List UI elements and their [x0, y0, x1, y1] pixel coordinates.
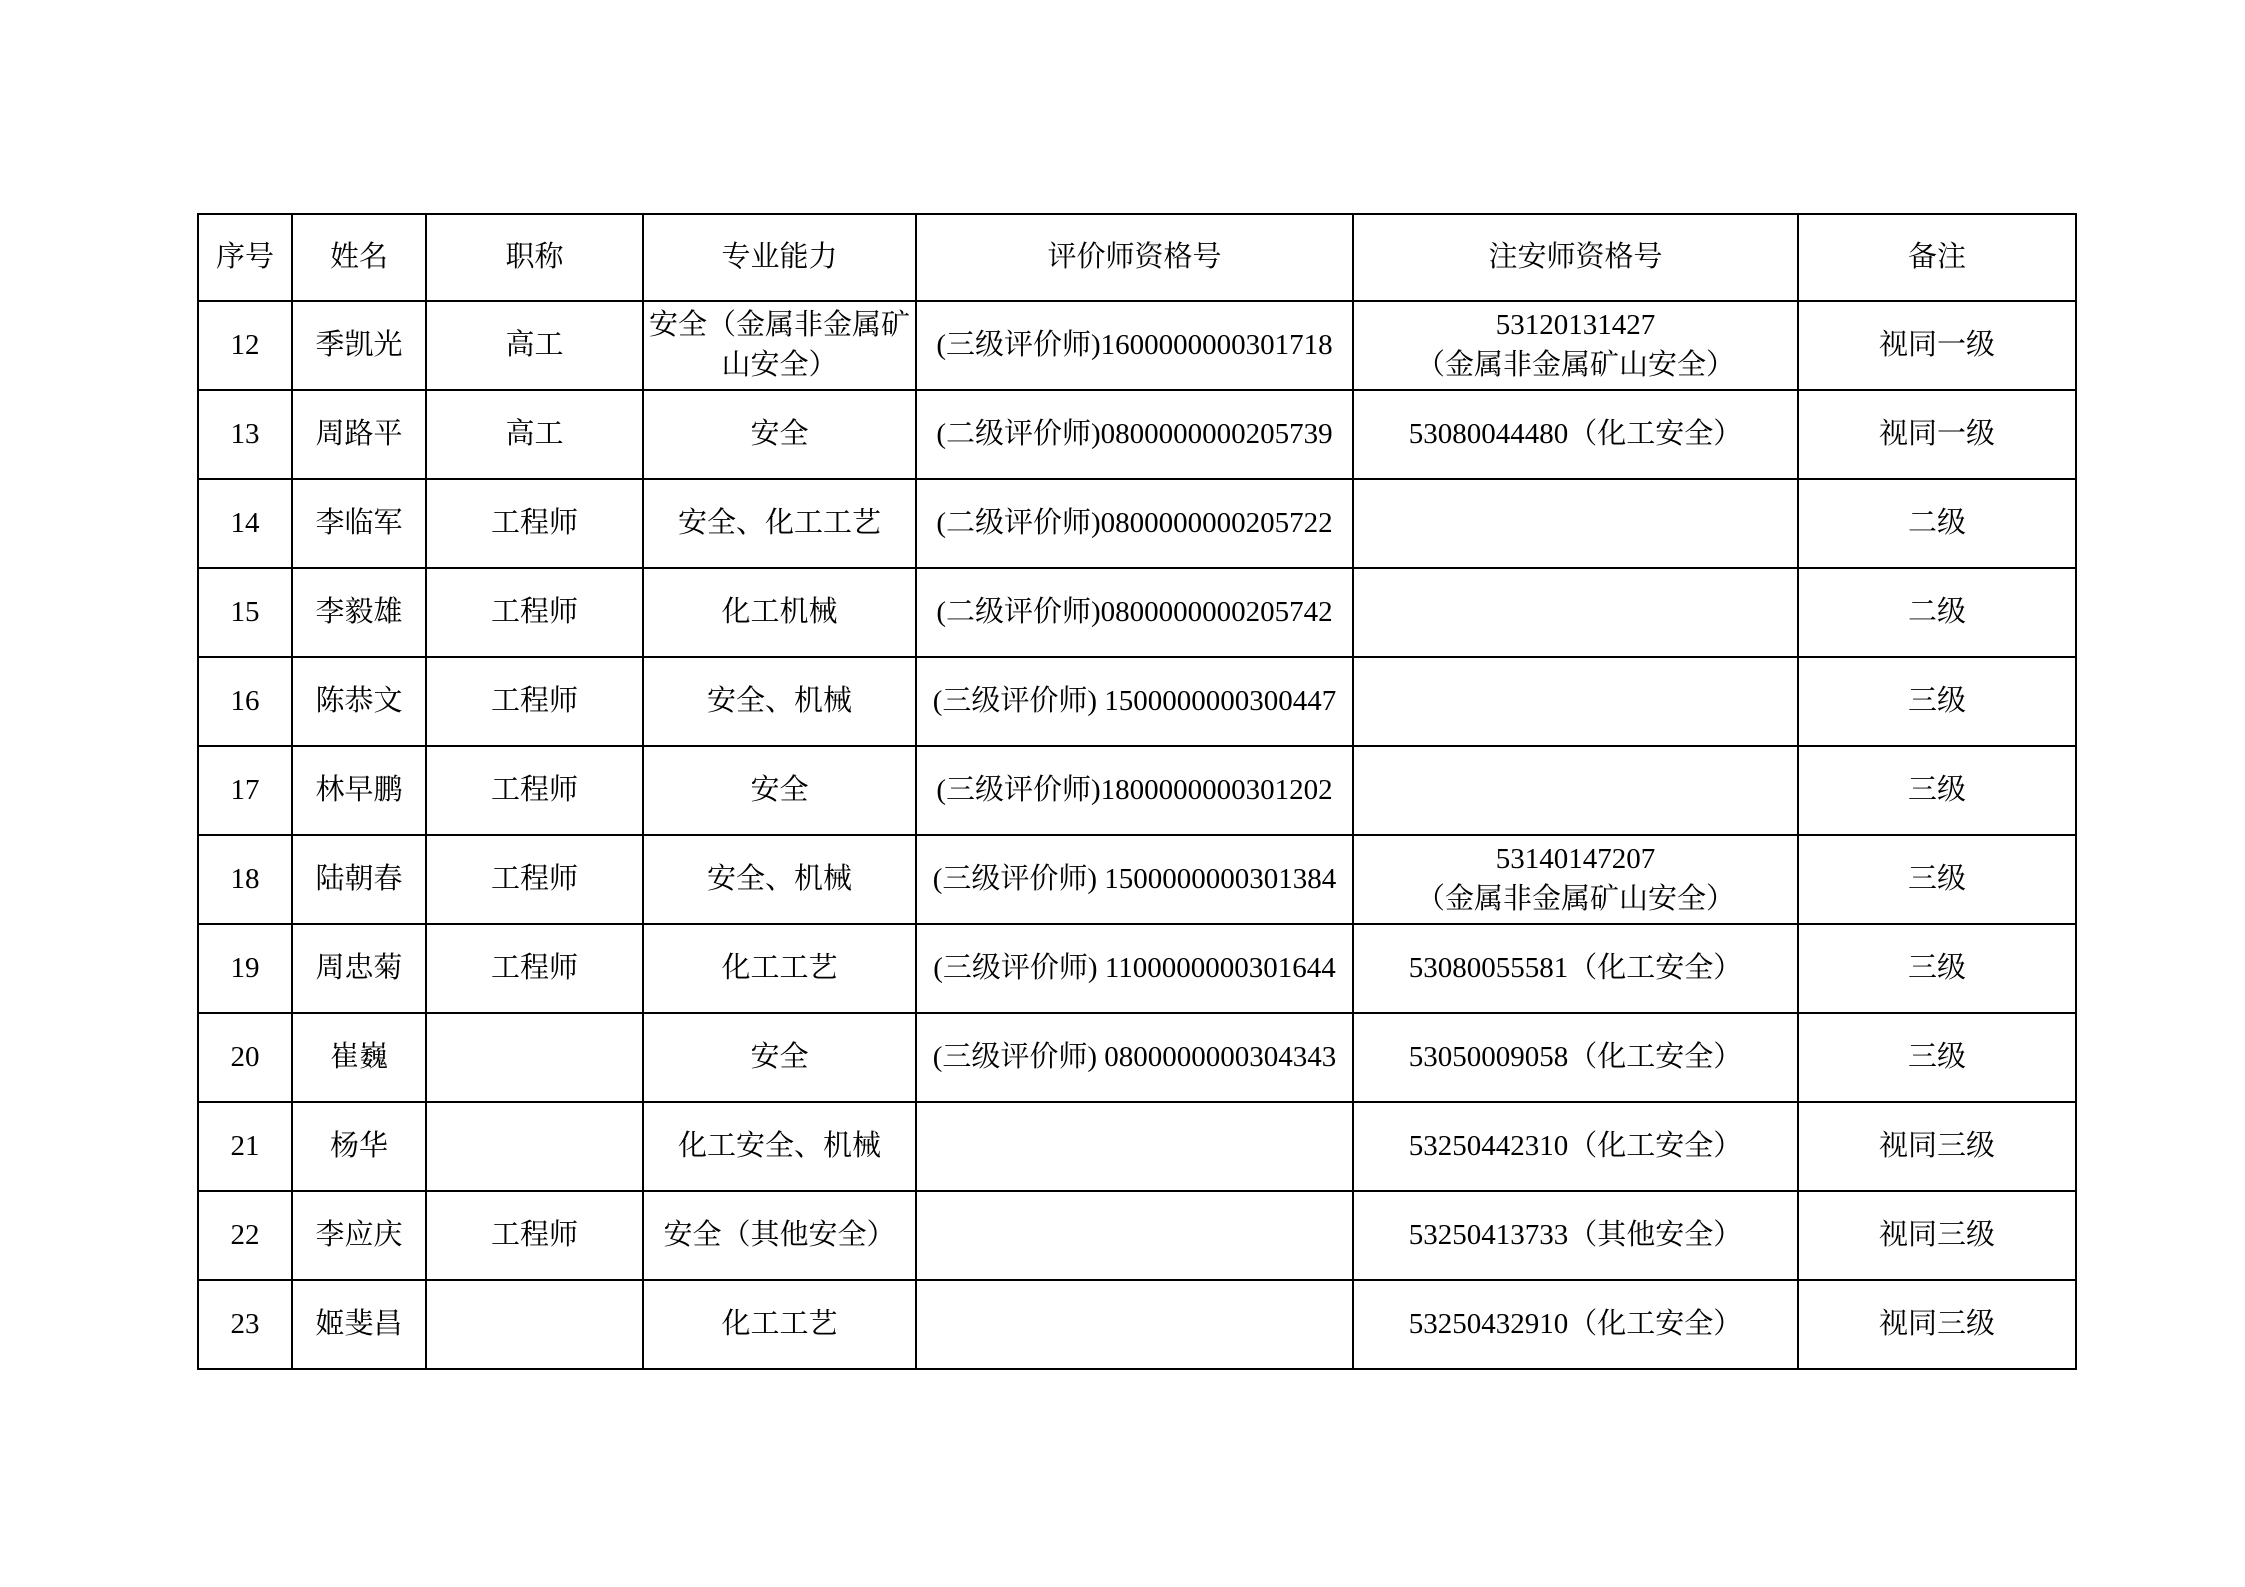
- header-cell-name: 姓名: [292, 214, 426, 301]
- cell-safety_no: [1353, 835, 1798, 924]
- cell-name: 杨华: [292, 1102, 426, 1191]
- cell-evaluator_no: (三级评价师) 1500000000301384: [916, 835, 1353, 924]
- header-cell-remark: 备注: [1798, 214, 2076, 301]
- cell-title: [426, 1013, 643, 1102]
- cell-no: 14: [198, 479, 292, 568]
- cell-name: 周路平: [292, 390, 426, 479]
- header-cell-evaluator_no: 评价师资格号: [916, 214, 1353, 301]
- cell-safety_no-line: （金属非金属矿山安全）: [1415, 882, 1735, 915]
- table-row: [198, 1280, 2076, 1369]
- cell-name: 林早鹏: [292, 746, 426, 835]
- cell-no: 19: [198, 924, 292, 1013]
- table-row: [198, 746, 2076, 835]
- cell-safety_no: 53080044480（化工安全）: [1353, 390, 1798, 479]
- header-cell-title: 职称: [426, 214, 643, 301]
- cell-name: 李毅雄: [292, 568, 426, 657]
- cell-no: 16: [198, 657, 292, 746]
- cell-ability: 安全（金属非金属矿山安全）: [643, 301, 916, 390]
- cell-evaluator_no: (二级评价师)0800000000205739: [916, 390, 1353, 479]
- cell-title: 工程师: [426, 924, 643, 1013]
- cell-no: 23: [198, 1280, 292, 1369]
- cell-ability: 安全、机械: [643, 657, 916, 746]
- cell-name: 陈恭文: [292, 657, 426, 746]
- header-cell-safety_no: 注安师资格号: [1353, 214, 1798, 301]
- cell-remark: 二级: [1798, 568, 2076, 657]
- cell-evaluator_no: (三级评价师) 1500000000300447: [916, 657, 1353, 746]
- table-row: [198, 479, 2076, 568]
- cell-name: 周忠菊: [292, 924, 426, 1013]
- cell-title: 高工: [426, 301, 643, 390]
- cell-evaluator_no: (三级评价师)1800000000301202: [916, 746, 1353, 835]
- cell-no: 17: [198, 746, 292, 835]
- table-row: [198, 1191, 2076, 1280]
- cell-title: 工程师: [426, 746, 643, 835]
- cell-evaluator_no: (三级评价师)1600000000301718: [916, 301, 1353, 390]
- cell-title: [426, 1102, 643, 1191]
- cell-remark: 三级: [1798, 746, 2076, 835]
- cell-evaluator_no: (三级评价师) 0800000000304343: [916, 1013, 1353, 1102]
- cell-ability: 安全、机械: [643, 835, 916, 924]
- cell-safety_no: [1353, 657, 1798, 746]
- cell-name: 姬斐昌: [292, 1280, 426, 1369]
- cell-title: 高工: [426, 390, 643, 479]
- cell-remark: 视同一级: [1798, 390, 2076, 479]
- cell-remark: 三级: [1798, 924, 2076, 1013]
- cell-safety_no-line: 53120131427: [1495, 309, 1656, 342]
- cell-safety_no: 53250432910（化工安全）: [1353, 1280, 1798, 1369]
- cell-no: 12: [198, 301, 292, 390]
- cell-evaluator_no: [916, 1191, 1353, 1280]
- cell-evaluator_no: (三级评价师) 1100000000301644: [916, 924, 1353, 1013]
- cell-evaluator_no: [916, 1280, 1353, 1369]
- table-row: [198, 1102, 2076, 1191]
- cell-safety_no: 53080055581（化工安全）: [1353, 924, 1798, 1013]
- cell-safety_no: 53250442310（化工安全）: [1353, 1102, 1798, 1191]
- cell-ability: 化工工艺: [643, 1280, 916, 1369]
- header-cell-ability: 专业能力: [643, 214, 916, 301]
- cell-evaluator_no: (二级评价师)0800000000205722: [916, 479, 1353, 568]
- table-row: [198, 568, 2076, 657]
- header-row: [198, 214, 2076, 301]
- cell-safety_no: 53050009058（化工安全）: [1353, 1013, 1798, 1102]
- cell-title: 工程师: [426, 1191, 643, 1280]
- cell-safety_no: 53250413733（其他安全）: [1353, 1191, 1798, 1280]
- cell-no: 13: [198, 390, 292, 479]
- cell-remark: 视同三级: [1798, 1191, 2076, 1280]
- personnel-roster-table: [197, 213, 2077, 1370]
- table-row: [198, 390, 2076, 479]
- cell-evaluator_no: (二级评价师)0800000000205742: [916, 568, 1353, 657]
- cell-name: 陆朝春: [292, 835, 426, 924]
- cell-title: 工程师: [426, 657, 643, 746]
- cell-title: 工程师: [426, 479, 643, 568]
- cell-remark: 二级: [1798, 479, 2076, 568]
- cell-ability: 安全: [643, 1013, 916, 1102]
- table-header: [198, 214, 2076, 301]
- table-row: [198, 301, 2076, 390]
- cell-remark: 视同三级: [1798, 1280, 2076, 1369]
- cell-remark: 三级: [1798, 1013, 2076, 1102]
- cell-remark: 视同一级: [1798, 301, 2076, 390]
- cell-evaluator_no: [916, 1102, 1353, 1191]
- cell-ability: 安全、化工工艺: [643, 479, 916, 568]
- cell-remark: 三级: [1798, 835, 2076, 924]
- cell-safety_no: [1353, 479, 1798, 568]
- cell-name: 季凯光: [292, 301, 426, 390]
- table-row: [198, 657, 2076, 746]
- cell-name: 李临军: [292, 479, 426, 568]
- cell-remark: 三级: [1798, 657, 2076, 746]
- cell-no: 15: [198, 568, 292, 657]
- cell-title: 工程师: [426, 568, 643, 657]
- cell-no: 18: [198, 835, 292, 924]
- cell-title: 工程师: [426, 835, 643, 924]
- table-row: [198, 1013, 2076, 1102]
- header-cell-no: 序号: [198, 214, 292, 301]
- cell-ability: 安全: [643, 746, 916, 835]
- table-body: [198, 301, 2076, 1369]
- table-row: [198, 835, 2076, 924]
- cell-ability: 化工安全、机械: [643, 1102, 916, 1191]
- cell-safety_no-line: 53140147207: [1495, 843, 1656, 876]
- cell-safety_no: [1353, 301, 1798, 390]
- cell-remark: 视同三级: [1798, 1102, 2076, 1191]
- table-row: [198, 924, 2076, 1013]
- cell-safety_no: [1353, 568, 1798, 657]
- cell-ability: 化工工艺: [643, 924, 916, 1013]
- cell-name: 李应庆: [292, 1191, 426, 1280]
- cell-no: 20: [198, 1013, 292, 1102]
- cell-name: 崔巍: [292, 1013, 426, 1102]
- cell-ability: 安全: [643, 390, 916, 479]
- cell-safety_no-line: （金属非金属矿山安全）: [1415, 348, 1735, 381]
- cell-safety_no: [1353, 746, 1798, 835]
- cell-title: [426, 1280, 643, 1369]
- cell-ability: 安全（其他安全）: [643, 1191, 916, 1280]
- cell-no: 21: [198, 1102, 292, 1191]
- cell-no: 22: [198, 1191, 292, 1280]
- cell-ability: 化工机械: [643, 568, 916, 657]
